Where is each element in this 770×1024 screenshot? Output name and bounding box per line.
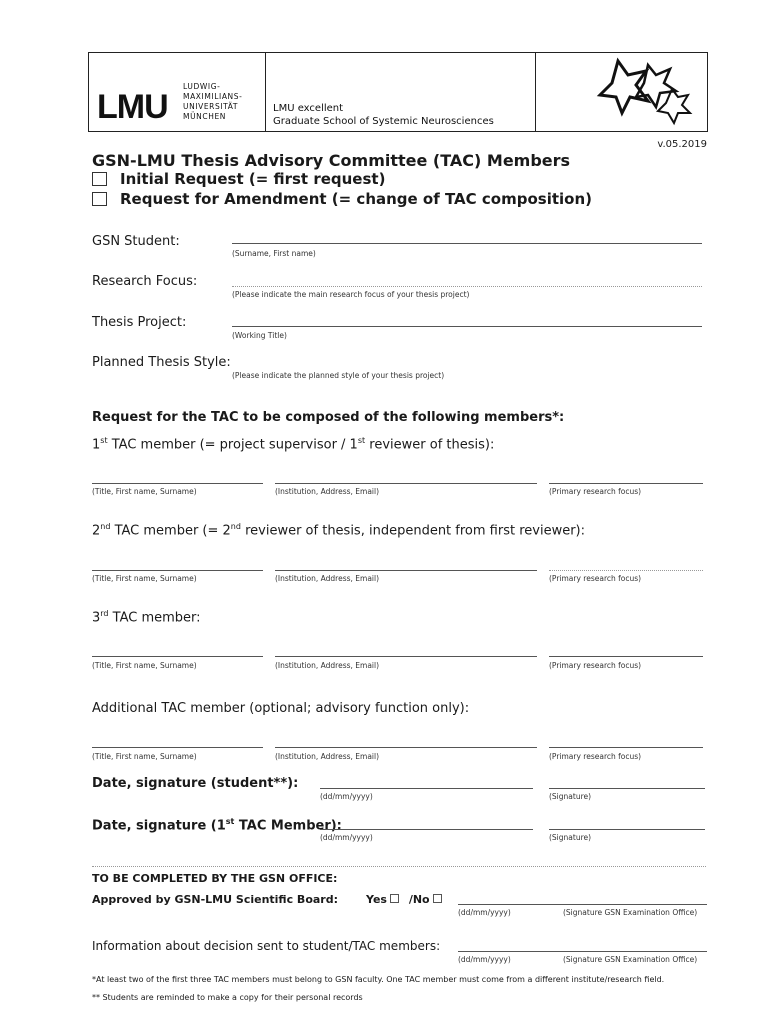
student-field[interactable] xyxy=(232,243,702,244)
student-signature-label: Date, signature (student**): xyxy=(92,776,299,791)
member2-name-hint: (Title, First name, Surname) xyxy=(92,574,197,583)
approval-signature-hint: (Signature GSN Examination Office) xyxy=(563,908,698,917)
lmu-logo: LMU xyxy=(97,88,168,126)
research-focus-label: Research Focus: xyxy=(92,274,198,289)
member3-name-hint: (Title, First name, Surname) xyxy=(92,661,197,670)
member3-focus-hint: (Primary research focus) xyxy=(549,661,642,670)
research-focus-field[interactable] xyxy=(232,286,702,287)
request-heading: Request for the TAC to be composed of the following members*: xyxy=(92,410,565,425)
approval-choice xyxy=(366,893,442,906)
additional-member-label: Additional TAC member (optional; advisory function only): xyxy=(92,701,470,716)
member1-name-hint: (Title, First name, Surname) xyxy=(92,487,197,496)
member3-institution-field[interactable] xyxy=(275,656,537,657)
amendment-request-label: Request for Amendment (= change of TAC composition) xyxy=(120,190,592,208)
school-name: LMU excellent Graduate School of Systemic Neurosciences xyxy=(273,103,494,127)
approved-no-checkbox[interactable] xyxy=(433,894,442,903)
thesis-project-field[interactable] xyxy=(232,326,702,327)
thesis-style-label: Planned Thesis Style: xyxy=(92,355,231,370)
approved-yes-checkbox[interactable] xyxy=(390,894,399,903)
thesis-project-hint: (Working Title) xyxy=(232,331,287,340)
tac-signature-field[interactable] xyxy=(549,829,705,830)
footnote-1: *At least two of the first three TAC members must belong to GSN faculty. One TAC member must come from a different institute/research field. xyxy=(92,975,665,984)
option-amendment-row[interactable] xyxy=(92,190,592,208)
office-divider xyxy=(92,866,706,867)
tac-date-field[interactable] xyxy=(320,829,533,830)
lmu-logo-wordmark: LUDWIG- MAXIMILIANS- UNIVERSITÄT MÜNCHEN xyxy=(183,82,243,121)
member2-institution-field[interactable] xyxy=(275,570,537,571)
member3-name-field[interactable] xyxy=(92,656,263,657)
thesis-style-hint: (Please indicate the planned style of your thesis project) xyxy=(232,371,445,380)
info-signature-field[interactable] xyxy=(458,951,707,952)
student-hint: (Surname, First name) xyxy=(232,249,316,258)
student-signature-field[interactable] xyxy=(549,788,705,789)
member1-focus-field[interactable] xyxy=(549,483,703,484)
info-signature-hint: (Signature GSN Examination Office) xyxy=(563,955,698,964)
member3-institution-hint: (Institution, Address, Email) xyxy=(275,661,380,670)
approved-label: Approved by GSN-LMU Scientific Board: xyxy=(92,893,338,906)
form-title: GSN-LMU Thesis Advisory Committee (TAC) Members xyxy=(92,151,571,170)
header-logo-box xyxy=(88,52,266,132)
member2-focus-field[interactable] xyxy=(549,570,703,571)
member2-institution-hint: (Institution, Address, Email) xyxy=(275,574,380,583)
member1-institution-field[interactable] xyxy=(275,483,537,484)
tac-signature-label: Date, signature (1st TAC Member): xyxy=(92,817,342,834)
info-decision-label: Information about decision sent to student/TAC members: xyxy=(92,939,441,953)
approval-signature-field[interactable] xyxy=(458,904,707,905)
additional-name-hint: (Title, First name, Surname) xyxy=(92,752,197,761)
student-signature-hint: (Signature) xyxy=(549,792,592,801)
member2-focus-hint: (Primary research focus) xyxy=(549,574,642,583)
info-date-hint: (dd/mm/yyyy) xyxy=(458,955,511,964)
member1-institution-hint: (Institution, Address, Email) xyxy=(275,487,380,496)
tac-date-hint: (dd/mm/yyyy) xyxy=(320,833,373,842)
member1-focus-hint: (Primary research focus) xyxy=(549,487,642,496)
footnote-2: ** Students are reminded to make a copy for their personal records xyxy=(92,993,363,1002)
thesis-project-label: Thesis Project: xyxy=(92,315,187,330)
member2-label: 2nd TAC member (= 2nd reviewer of thesis, independent from first reviewer): xyxy=(92,522,585,539)
amendment-request-checkbox[interactable] xyxy=(92,192,107,206)
research-focus-hint: (Please indicate the main research focus of your thesis project) xyxy=(232,290,470,299)
approved-yes-label: Yes xyxy=(366,893,387,906)
option-initial-row[interactable] xyxy=(92,170,385,188)
additional-focus-hint: (Primary research focus) xyxy=(549,752,642,761)
additional-focus-field[interactable] xyxy=(549,747,703,748)
approved-no-label: /No xyxy=(408,893,430,906)
student-label: GSN Student: xyxy=(92,234,180,249)
approval-date-hint: (dd/mm/yyyy) xyxy=(458,908,511,917)
tac-signature-hint: (Signature) xyxy=(549,833,592,842)
gsn-star-logo xyxy=(536,53,707,131)
office-heading: TO BE COMPLETED BY THE GSN OFFICE: xyxy=(92,872,338,885)
additional-name-field[interactable] xyxy=(92,747,263,748)
initial-request-label: Initial Request (= first request) xyxy=(120,170,386,188)
member3-focus-field[interactable] xyxy=(549,656,703,657)
header-star-box xyxy=(535,52,708,132)
member1-label: 1st TAC member (= project supervisor / 1st reviewer of thesis): xyxy=(92,436,495,453)
student-date-hint: (dd/mm/yyyy) xyxy=(320,792,373,801)
additional-institution-field[interactable] xyxy=(275,747,537,748)
member1-name-field[interactable] xyxy=(92,483,263,484)
member3-label: 3rd TAC member: xyxy=(92,609,201,626)
initial-request-checkbox[interactable] xyxy=(92,172,107,186)
student-date-field[interactable] xyxy=(320,788,533,789)
form-version: v.05.2019 xyxy=(657,139,707,150)
additional-institution-hint: (Institution, Address, Email) xyxy=(275,752,380,761)
member2-name-field[interactable] xyxy=(92,570,263,571)
